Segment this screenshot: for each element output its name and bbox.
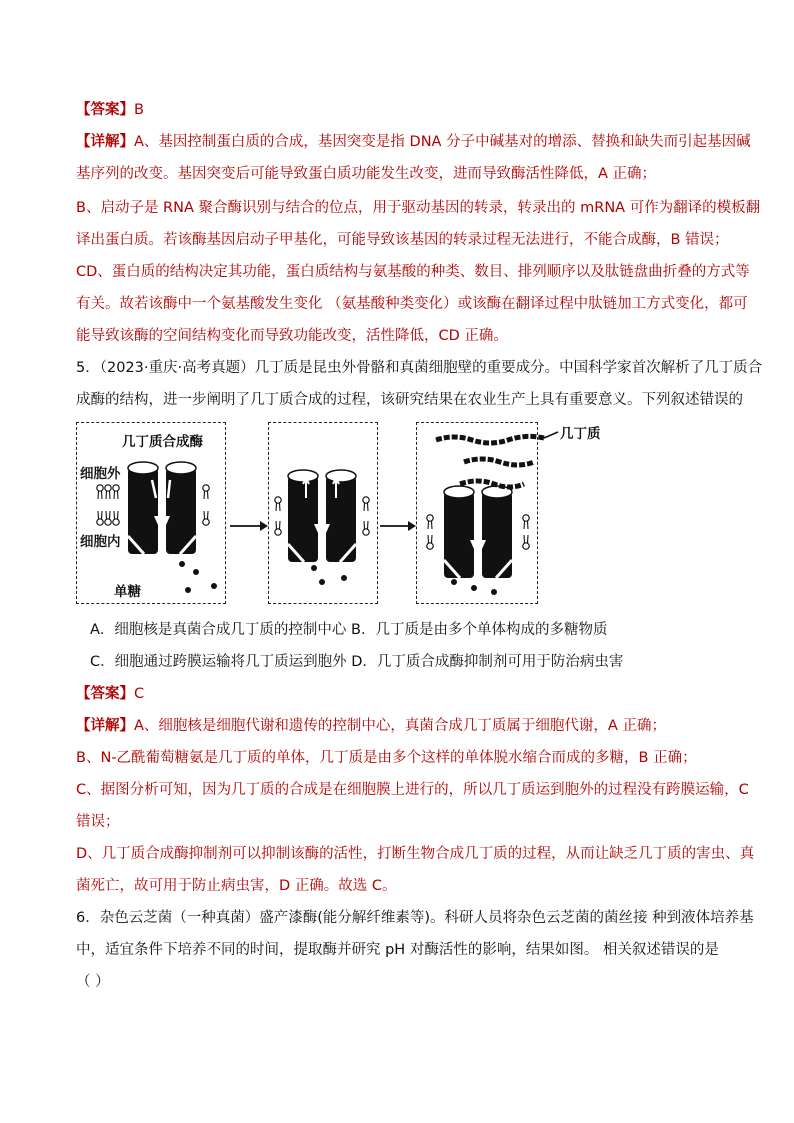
question-5-options-cd: C．细胞通过跨膜运输将几丁质运到胞外 D．几丁质合成酶抑制剂可用于防治病虫害 [90,654,624,670]
question-6-line-1: 6．杂色云芝菌（一种真菌）盛产漆酶(能分解纤维素等)。科研人员将杂色云芝菌的菌丝接 种到液体培养基 [76,910,754,926]
chitin-label: 几丁质 [560,426,601,442]
answer-value: B [134,102,144,118]
detail-4-line-6: 有关。故若该酶中一个氨基酸发生变化 （氨基酸种类变化）或该酶在翻译过程中肽链加工方式变化，都可 [76,296,748,312]
answer-4 [76,100,144,120]
detail-tag: 【详解】 [76,134,134,150]
detail-4-line-5: CD、蛋白质的结构决定其功能，蛋白质结构与氨基酸的种类、数目、排列顺序以及肽链盘曲折叠的方式等 [76,264,750,280]
monosaccharide-label: 单糖 [114,584,141,600]
detail-5-line-2: B、N-乙酰葡萄糖氨是几丁质的单体，几丁质是由多个这样的单体脱水缩合而成的多糖，B 正确； [76,750,697,766]
question-6-line-2: 中，适宜条件下培养不同的时间，提取酶并研究 pH 对酶活性的影响，结果如图。 相关叙述错误的是 [76,942,719,958]
detail-5-line-4: 错误； [76,814,120,830]
detail-5-line-6: 菌死亡，故可用于防止病虫害，D 正确。故选 C。 [76,878,397,894]
inside-cell-label: 细胞内 [80,534,121,550]
question-5-options-ab: A．细胞核是真菌合成几丁质的控制中心 B．几丁质是由多个单体构成的多糖物质 [90,622,608,638]
answer-5 [76,684,144,704]
enzyme-label: 几丁质合成酶 [122,434,203,450]
detail-text: A、细胞核是细胞代谢和遗传的控制中心，真菌合成几丁质属于细胞代谢，A 正确； [134,718,666,734]
answer-tag: 【答案】 [76,686,134,702]
figure-drawing [74,418,614,608]
outside-cell-label: 细胞外 [80,466,121,482]
detail-4-line-4: 译出蛋白质。若该酶基因启动子甲基化，可能导致该基因的转录过程无法进行，不能合成酶，B 错误； [76,232,729,248]
detail-text: A、基因控制蛋白质的合成，基因突变是指 DNA 分子中碱基对的增添、替换和缺失而引起基因碱 [134,134,751,150]
detail-tag: 【详解】 [76,718,134,734]
question-6-line-3: （ ） [76,974,110,990]
detail-4-line-3: B、启动子是 RNA 聚合酶识别与结合的位点，用于驱动基因的转录，转录出的 mRNA 可作为翻译的模板翻 [76,200,761,216]
detail-4-line-2: 基序列的改变。基因突变后可能导致蛋白质功能发生改变，进而导致酶活性降低，A 正确； [76,166,657,182]
detail-5-line-1 [76,716,666,736]
detail-4-line-7: 能导致该酶的空间结构变化而导致功能改变，活性降低，CD 正确。 [76,328,508,344]
question-5-line-1: 5．（2023·重庆·高考真题）几丁质是昆虫外骨骼和真菌细胞壁的重要成分。中国科学家首次解析了几丁质合 [76,360,763,376]
answer-tag: 【答案】 [76,102,134,118]
chitin-synthesis-figure [74,418,614,608]
detail-4-line-1 [76,132,751,152]
detail-5-line-3: C、据图分析可知，因为几丁质的合成是在细胞膜上进行的，所以几丁质运到胞外的过程没有跨膜运输，C [76,782,749,798]
question-5-line-2: 成酶的结构，进一步阐明了几丁质合成的过程，该研究结果在农业生产上具有重要意义。下列叙述错误的 [76,392,743,408]
answer-value: C [134,686,145,702]
detail-5-line-5: D、几丁质合成酶抑制剂可以抑制该酶的活性，打断生物合成几丁质的过程，从而让缺乏几丁质的害虫、真 [76,846,755,862]
